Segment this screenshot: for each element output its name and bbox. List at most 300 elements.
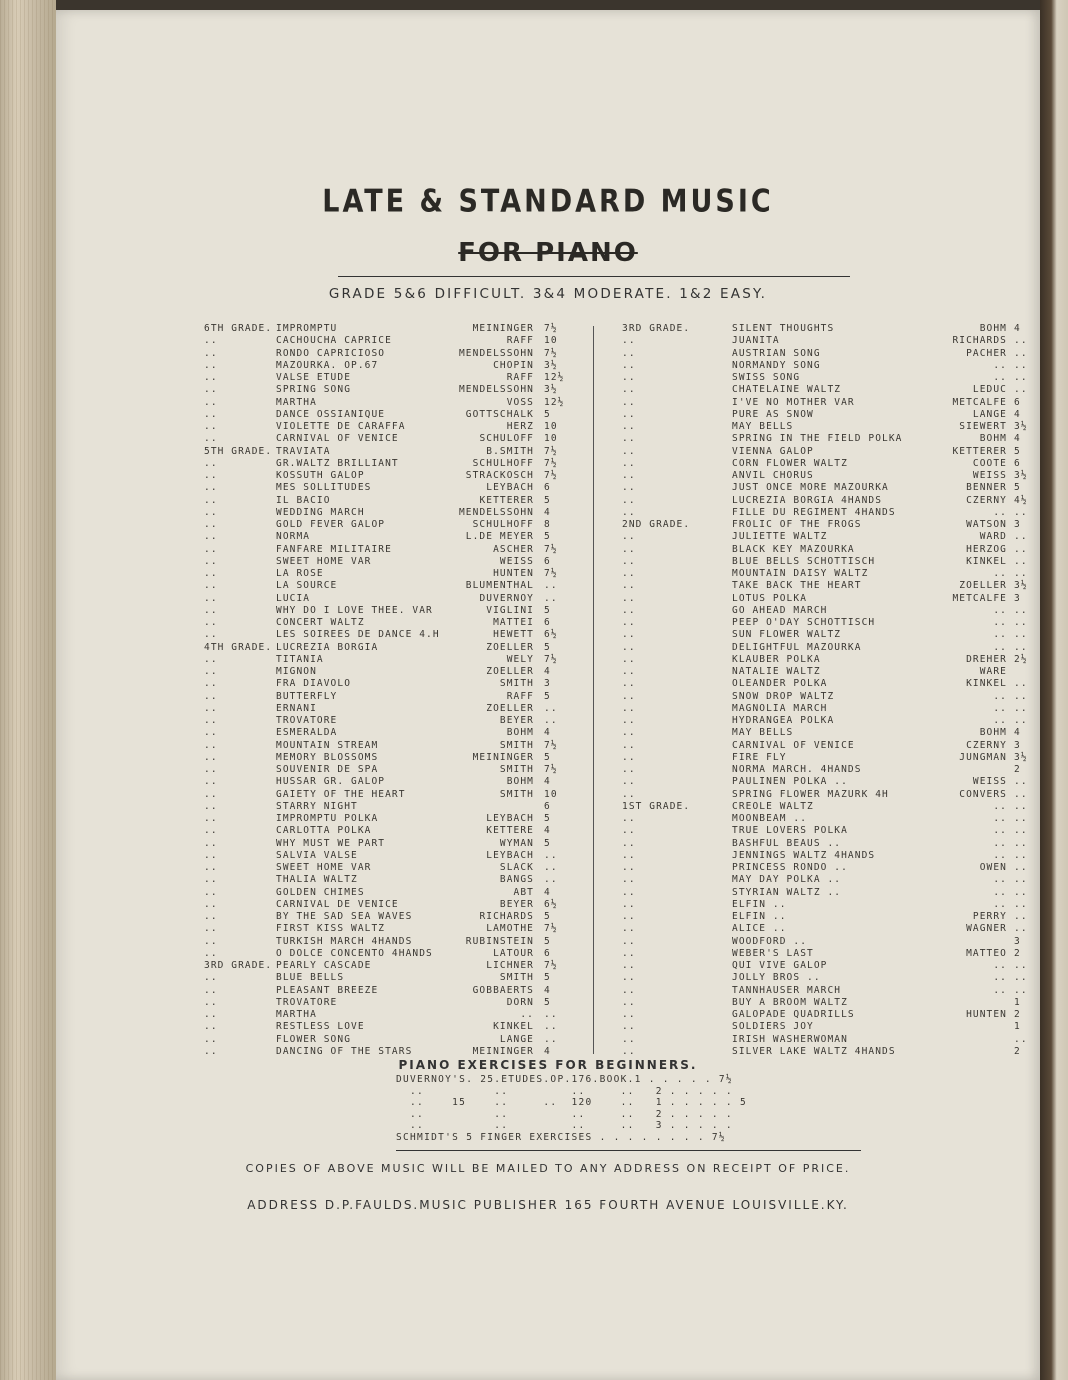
grade-label: ..: [204, 335, 218, 347]
music-title: MAY BELLS: [732, 727, 794, 739]
composer-name: ..: [993, 960, 1007, 971]
mailing-notice: COPIES OF ABOVE MUSIC WILL BE MAILED TO ANY ADDRESS ON RECEIPT OF PRICE.: [245, 1162, 851, 1175]
composer-name: ..: [993, 604, 1007, 616]
composer-name: WEISS: [499, 555, 534, 567]
list-item: [204, 495, 579, 507]
list-item: [622, 629, 1032, 641]
composer-name: ZOELLER: [959, 580, 1007, 592]
list-item: [622, 531, 1032, 543]
composer-name: DUVERNOY: [479, 592, 534, 604]
list-item: [622, 936, 1032, 948]
music-title: VIENNA GALOP: [732, 445, 814, 457]
composer-name: SMITH: [499, 788, 534, 800]
music-title: DANCING OF THE STARS: [276, 1045, 413, 1057]
price-value: ..: [1014, 555, 1028, 567]
composer-name: SCHULHOFF: [472, 519, 534, 530]
music-title: NORMA MARCH. 4HANDS: [732, 764, 862, 775]
list-item: [204, 825, 579, 837]
music-title: BASHFUL BEAUS ..: [732, 837, 842, 849]
price-value: 2: [1014, 947, 1021, 959]
list-item: [622, 813, 1032, 825]
price-value: 12½: [544, 372, 565, 383]
list-item: [622, 642, 1032, 654]
price-value: 6: [544, 617, 551, 628]
price-value: 3½: [1014, 580, 1028, 592]
composer-name: ..: [993, 629, 1007, 641]
price-value: ..: [1014, 923, 1028, 935]
price-value: 3½: [544, 359, 558, 371]
list-item: [204, 764, 579, 776]
price-value: 4: [1014, 433, 1021, 445]
price-value: ..: [544, 849, 558, 861]
composer-name: ..: [993, 715, 1007, 726]
list-item: [622, 458, 1032, 470]
list-item: [622, 654, 1032, 666]
list-item: [204, 593, 579, 605]
book-page-edges: [0, 0, 56, 1380]
price-value: 2½: [1014, 653, 1028, 665]
price-value: 7½: [544, 323, 558, 334]
price-value: ..: [1014, 862, 1028, 873]
music-title: LA ROSE: [276, 568, 324, 579]
grade-label: ..: [204, 751, 218, 763]
music-title: GO AHEAD MARCH: [732, 604, 828, 616]
grade-label: ..: [204, 898, 218, 910]
list-item: [204, 605, 579, 617]
music-title: DELIGHTFUL MAZOURKA: [732, 641, 862, 653]
music-title: GAIETY OF THE HEART: [276, 788, 406, 800]
music-title: TAKE BACK THE HEART: [732, 580, 862, 592]
price-value: 4: [1014, 727, 1021, 739]
price-value: 6½: [544, 629, 558, 641]
music-title: QUI VIVE GALOP: [732, 960, 828, 971]
price-value: 4: [544, 666, 551, 677]
grade-legend: GRADE 5&6 DIFFICULT. 3&4 MODERATE. 1&2 EASY.: [328, 286, 768, 302]
composer-name: ZOELLER: [486, 702, 534, 714]
list-item: [622, 948, 1032, 960]
music-title: WOODFORD ..: [732, 935, 808, 947]
grade-label: ..: [622, 813, 636, 824]
list-item: [204, 617, 579, 629]
composer-name: BOHM: [979, 433, 1007, 445]
list-item: [204, 923, 579, 935]
grade-label: ..: [204, 996, 218, 1008]
price-value: ..: [544, 1009, 558, 1020]
list-item: [622, 470, 1032, 482]
music-title: RONDO CAPRICIOSO: [276, 347, 386, 359]
list-item: [204, 446, 579, 458]
price-value: 10: [544, 335, 558, 347]
music-title: FROLIC OF THE FROGS: [732, 519, 862, 530]
list-item: [204, 960, 579, 972]
composer-name: CZERNY: [966, 739, 1007, 751]
list-item: [622, 715, 1032, 727]
music-title: MAGNOLIA MARCH: [732, 702, 828, 714]
composer-name: ZOELLER: [486, 666, 534, 677]
exercise-line: .. .. .. .. 3 . . . . .: [396, 1120, 733, 1131]
price-value: ..: [544, 715, 558, 726]
composer-name: GOBBAERTS: [472, 984, 534, 996]
price-value: ..: [544, 580, 558, 592]
composer-name: KETTERER: [479, 494, 534, 506]
composer-name: HUNTEN: [966, 1009, 1007, 1020]
list-item: [204, 544, 579, 556]
list-item: [204, 715, 579, 727]
composer-name: WELY: [506, 653, 534, 665]
music-title: KLAUBER POLKA: [732, 653, 821, 665]
list-item: [204, 801, 579, 813]
music-title: VIOLETTE DE CARAFFA: [276, 421, 406, 432]
composer-name: SCHULOFF: [479, 433, 534, 445]
exercise-line: SCHMIDT'S 5 FINGER EXERCISES . . . . . . . . 7½: [396, 1131, 726, 1143]
composer-name: CHOPIN: [493, 359, 534, 371]
composer-name: ..: [993, 702, 1007, 714]
grade-label: ..: [204, 653, 218, 665]
list-item: [204, 887, 579, 899]
grade-label: ..: [204, 592, 218, 604]
music-title: ESMERALDA: [276, 727, 338, 739]
grade-label: ..: [622, 384, 636, 396]
grade-label: ..: [204, 972, 218, 984]
price-value: ..: [1014, 715, 1028, 726]
music-title: PAULINEN POLKA ..: [732, 776, 848, 788]
list-item: [204, 813, 579, 825]
price-value: 5: [1014, 482, 1021, 494]
composer-name: KETTERE: [486, 825, 534, 837]
grade-label: ..: [204, 984, 218, 996]
list-item: [622, 997, 1032, 1009]
list-item: [622, 740, 1032, 752]
grade-label: ..: [204, 886, 218, 898]
list-item: [622, 409, 1032, 421]
grade-label: ..: [204, 862, 218, 873]
list-item: [622, 605, 1032, 617]
list-item: [622, 666, 1032, 678]
composer-name: WEISS: [972, 776, 1007, 788]
grade-label: ..: [204, 690, 218, 702]
composer-name: GOTTSCHALK: [465, 408, 534, 420]
music-title: FANFARE MILITAIRE: [276, 543, 392, 555]
price-value: 4: [544, 825, 551, 837]
grade-label: ..: [622, 555, 636, 567]
price-value: 10: [544, 433, 558, 445]
price-value: 3½: [1014, 470, 1028, 481]
composer-name: HERZOG: [966, 543, 1007, 555]
list-item: [622, 752, 1032, 764]
price-value: 4: [1014, 408, 1021, 420]
list-item: [204, 580, 579, 592]
price-value: ..: [1014, 641, 1028, 653]
grade-label: ..: [622, 702, 636, 714]
composer-name: MEININGER: [472, 323, 534, 334]
price-value: 6: [544, 947, 551, 959]
music-title: HUSSAR GR. GALOP: [276, 776, 386, 788]
grade-label: ..: [622, 739, 636, 751]
list-item: [204, 911, 579, 923]
grade-label: ..: [204, 482, 218, 494]
list-item: [622, 1021, 1032, 1033]
grade-label: ..: [204, 788, 218, 800]
list-item: [204, 703, 579, 715]
list-item: [204, 752, 579, 764]
music-title: OLEANDER POLKA: [732, 678, 828, 690]
music-title: BUTTERFLY: [276, 690, 338, 702]
grade-label: ..: [204, 568, 218, 579]
music-title: TROVATORE: [276, 715, 338, 726]
price-value: ..: [1014, 690, 1028, 702]
price-value: 7½: [544, 739, 558, 751]
grade-label: ..: [204, 837, 218, 849]
grade-label: ..: [622, 886, 636, 898]
grade-label: ..: [204, 531, 218, 543]
grade-label: ..: [204, 457, 218, 469]
list-item: [204, 433, 579, 445]
price-value: 7½: [544, 543, 558, 555]
music-title: FLOWER SONG: [276, 1033, 352, 1045]
music-title: SUN FLOWER WALTZ: [732, 629, 842, 641]
grade-label: ..: [622, 372, 636, 383]
list-item: [622, 899, 1032, 911]
grade-label: ..: [622, 776, 636, 788]
price-value: ..: [1014, 359, 1028, 371]
grade-label: ..: [622, 359, 636, 371]
price-value: 5: [544, 408, 551, 420]
grade-label: ..: [622, 421, 636, 432]
music-title: NATALIE WALTZ: [732, 666, 821, 677]
price-value: 6: [544, 555, 551, 567]
grade-label: ..: [622, 592, 636, 604]
list-item: [622, 727, 1032, 739]
grade-label: ..: [622, 825, 636, 837]
exercise-line: .. .. .. .. 2 . . . . .: [396, 1108, 733, 1120]
composer-name: SCHULHOFF: [472, 457, 534, 469]
music-title: LUCREZIA BORGIA: [276, 641, 379, 653]
composer-name: LEYBACH: [486, 849, 534, 861]
music-title: TRUE LOVERS POLKA: [732, 825, 848, 837]
composer-name: ..: [993, 837, 1007, 849]
composer-name: DORN: [506, 996, 534, 1008]
composer-name: JUNGMAN: [959, 751, 1007, 763]
right-music-list: [622, 323, 1032, 1058]
composer-name: KINKEL: [966, 678, 1007, 690]
composer-name: LICHNER: [486, 960, 534, 971]
grade-label: ..: [622, 715, 636, 726]
grade-label: ..: [622, 996, 636, 1008]
music-title: ELFIN ..: [732, 898, 787, 910]
composer-name: LEYBACH: [486, 482, 534, 494]
composer-name: KINKEL: [493, 1021, 534, 1033]
composer-name: ..: [993, 690, 1007, 702]
music-title: SILVER LAKE WALTZ 4HANDS: [732, 1045, 896, 1057]
composer-name: SLACK: [499, 862, 534, 873]
grade-label: ..: [204, 874, 218, 886]
music-title: SPRING SONG: [276, 384, 352, 396]
price-value: ..: [1014, 849, 1028, 861]
list-item: [204, 1034, 579, 1046]
price-value: 1: [1014, 1021, 1021, 1033]
grade-label: ..: [204, 629, 218, 641]
list-item: [622, 593, 1032, 605]
composer-name: MATTEI: [493, 617, 534, 628]
grade-label: ..: [622, 433, 636, 445]
list-item: [622, 678, 1032, 690]
list-item: [204, 972, 579, 984]
composer-name: SMITH: [499, 764, 534, 775]
price-value: 5: [544, 996, 551, 1008]
composer-name: METCALFE: [952, 592, 1007, 604]
music-title: SOUVENIR DE SPA: [276, 764, 379, 775]
grade-label: ..: [622, 727, 636, 739]
music-title: FIRST KISS WALTZ: [276, 923, 386, 935]
music-title: GOLD FEVER GALOP: [276, 519, 386, 530]
list-item: [622, 421, 1032, 433]
list-item: [204, 691, 579, 703]
music-title: BLACK KEY MAZOURKA: [732, 543, 855, 555]
list-item: [622, 703, 1032, 715]
grade-label: ..: [622, 960, 636, 971]
music-title: MOONBEAM ..: [732, 813, 808, 824]
price-value: 6: [1014, 396, 1021, 408]
price-value: 6½: [544, 898, 558, 910]
composer-name: LEYBACH: [486, 813, 534, 824]
list-item: [204, 568, 579, 580]
list-item: [622, 580, 1032, 592]
price-value: 6: [544, 482, 551, 494]
list-item: [204, 850, 579, 862]
price-value: ..: [1014, 788, 1028, 800]
price-value: ..: [1014, 384, 1028, 396]
list-item: [622, 789, 1032, 801]
composer-name: MENDELSSOHN: [458, 347, 534, 359]
grade-label: 3RD GRADE.: [622, 323, 691, 334]
grade-label: ..: [622, 506, 636, 518]
price-value: 6: [544, 800, 551, 812]
price-value: 5: [544, 690, 551, 702]
grade-label: ..: [622, 408, 636, 420]
composer-name: LAMOTHE: [486, 923, 534, 935]
grade-label: ..: [204, 470, 218, 481]
price-value: 4: [544, 727, 551, 739]
composer-name: ..: [993, 886, 1007, 898]
grade-label: ..: [622, 788, 636, 800]
list-item: [622, 433, 1032, 445]
music-title: TRAVIATA: [276, 445, 331, 457]
list-item: [204, 948, 579, 960]
price-value: ..: [1014, 702, 1028, 714]
grade-label: ..: [622, 837, 636, 849]
grade-label: ..: [622, 641, 636, 653]
grade-label: ..: [622, 764, 636, 775]
list-item: [622, 923, 1032, 935]
list-item: [204, 507, 579, 519]
grade-label: ..: [622, 666, 636, 677]
list-item: [204, 519, 579, 531]
price-value: ..: [1014, 825, 1028, 837]
price-value: 3: [1014, 935, 1021, 947]
page-subtitle: FOR PIANO: [458, 238, 638, 268]
music-title: FRA DIAVOLO: [276, 678, 352, 690]
grade-label: ..: [622, 751, 636, 763]
grade-label: ..: [204, 935, 218, 947]
music-title: MEMORY BLOSSOMS: [276, 751, 379, 763]
composer-name: BLUMENTHAL: [465, 580, 534, 592]
music-title: PEEP O'DAY SCHOTTISCH: [732, 617, 876, 628]
music-title: MIGNON: [276, 666, 317, 677]
music-title: MES SOLLITUDES: [276, 482, 372, 494]
grade-label: ..: [622, 972, 636, 984]
composer-name: BOHM: [979, 727, 1007, 739]
price-value: ..: [1014, 1033, 1028, 1045]
music-title: PRINCESS RONDO ..: [732, 862, 848, 873]
composer-name: LATOUR: [493, 947, 534, 959]
grade-label: ..: [204, 433, 218, 445]
grade-label: ..: [204, 555, 218, 567]
music-title: LOTUS POLKA: [732, 592, 808, 604]
composer-name: L.DE MEYER: [465, 531, 534, 543]
composer-name: KINKEL: [966, 555, 1007, 567]
composer-name: LANGE: [972, 408, 1007, 420]
grade-label: ..: [622, 653, 636, 665]
list-item: [622, 960, 1032, 972]
column-divider: [593, 326, 594, 1054]
grade-label: ..: [204, 506, 218, 518]
list-item: [622, 801, 1032, 813]
price-value: 5: [544, 494, 551, 506]
composer-name: ..: [993, 874, 1007, 886]
list-item: [622, 1009, 1032, 1021]
list-item: [204, 678, 579, 690]
music-title: PEARLY CASCADE: [276, 960, 372, 971]
exercise-line: DUVERNOY'S. 25.ETUDES.OP.176.BOOK.1 . . . . . 7½: [396, 1074, 733, 1085]
list-item: [204, 629, 579, 641]
price-value: ..: [1014, 678, 1028, 690]
music-title: HYDRANGEA POLKA: [732, 715, 835, 726]
composer-name: ..: [993, 568, 1007, 579]
composer-name: LEDUC: [972, 384, 1007, 396]
list-item: [622, 507, 1032, 519]
music-title: GOLDEN CHIMES: [276, 886, 365, 898]
list-item: [204, 862, 579, 874]
music-title: MAY DAY POLKA ..: [732, 874, 842, 886]
music-title: MOUNTAIN STREAM: [276, 739, 379, 751]
grade-label: ..: [204, 372, 218, 383]
music-title: MAZOURKA. OP.67: [276, 359, 379, 371]
left-music-list: [204, 323, 579, 1058]
grade-label: ..: [622, 445, 636, 457]
composer-name: RICHARDS: [479, 911, 534, 922]
music-title: SWEET HOME VAR: [276, 555, 372, 567]
price-value: 5: [544, 813, 551, 824]
price-value: 5: [544, 935, 551, 947]
music-title: FIRE FLY: [732, 751, 787, 763]
music-title: ALICE ..: [732, 923, 787, 935]
grade-label: ..: [204, 911, 218, 922]
price-value: ..: [1014, 776, 1028, 788]
price-value: ..: [1014, 911, 1028, 922]
music-title: AUSTRIAN SONG: [732, 347, 821, 359]
music-title: CARNIVAL DE VENICE: [276, 898, 399, 910]
music-title: CARNIVAL OF VENICE: [732, 739, 855, 751]
grade-label: ..: [622, 678, 636, 690]
list-item: [204, 323, 579, 335]
composer-name: ..: [993, 359, 1007, 371]
grade-label: 1ST GRADE.: [622, 800, 691, 812]
price-value: 4: [544, 886, 551, 898]
price-value: 5: [544, 641, 551, 653]
grade-label: ..: [622, 1033, 636, 1045]
price-value: ..: [544, 862, 558, 873]
price-value: 5: [544, 837, 551, 849]
